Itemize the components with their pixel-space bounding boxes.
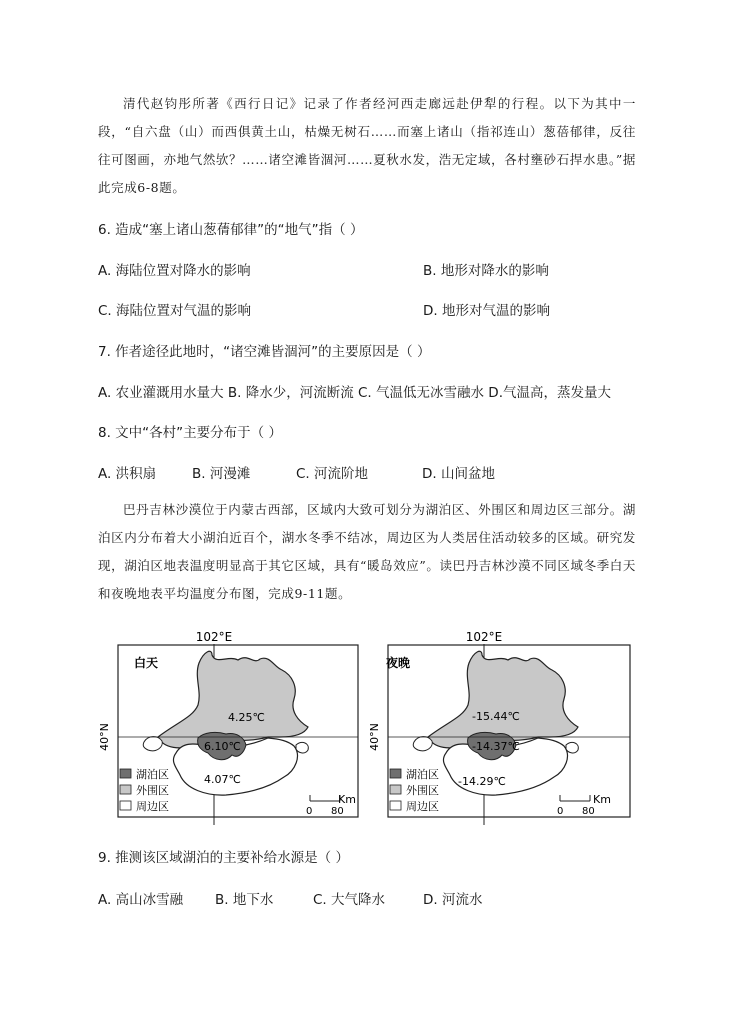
night-legend-peri: 周边区: [406, 800, 439, 813]
day-legend-outer-swatch: [120, 785, 131, 794]
night-outer-temp: -15.44℃: [472, 710, 520, 723]
scale-unit: Km: [593, 793, 611, 806]
temperature-maps-figure: [98, 625, 643, 825]
question-7-stem: 7. 作者途径此地时，“诸空滩皆涸河”的主要原因是（ ）: [98, 344, 431, 360]
scale-eighty: 80: [582, 806, 595, 817]
day-longitude-label: 102°E: [195, 630, 233, 644]
night-legend-lake-swatch: [390, 769, 401, 778]
day-peri-temp: 4.07℃: [204, 773, 241, 786]
day-legend-peri-swatch: [120, 801, 131, 810]
night-latitude-label: 40°N: [368, 723, 381, 751]
day-scale-zero: 0: [306, 806, 313, 817]
night-legend-peri-swatch: [390, 801, 401, 810]
q6-option-d: D. 地形对气温的影响: [423, 303, 550, 319]
q6-option-c: C. 海陆位置对气温的影响: [98, 303, 252, 319]
q6-option-a: A. 海陆位置对降水的影响: [98, 263, 251, 279]
day-map: [98, 630, 358, 825]
night-lake-temp: -14.37℃: [472, 740, 520, 753]
night-legend-outer: 外围区: [406, 784, 439, 797]
night-peri-temp: -14.29℃: [458, 775, 506, 788]
question-6-stem: 6. 造成“塞上诸山葱蒨郁律”的“地气”指（ ）: [98, 222, 364, 238]
day-legend-lake-swatch: [120, 769, 131, 778]
passage-2: 巴丹吉林沙漠位于内蒙古西部，区域内大致可划分为湖泊区、外围区和周边区三部分。湖泊区内分布着大小湖泊近百个，湖水冬季不结冰，周边区为人类居住活动较多的区域。研究发现，湖泊区地表温度明显高于其它区域，具有“暖岛效应”。读巴丹吉林沙漠不同区域冬季白天和夜晚地表平均温度分布图，完成9-11题。: [98, 502, 636, 601]
question-9-stem: 9. 推测该区域湖泊的主要补给水源是（ ）: [98, 850, 349, 866]
question-8-stem: 8. 文中“各村”主要分布于（ ）: [98, 425, 282, 441]
day-scale-bar: [306, 793, 356, 817]
day-latitude-label: 40°N: [98, 723, 111, 751]
night-legend-outer-swatch: [390, 785, 401, 794]
q9-option-b: B. 地下水: [215, 892, 274, 908]
q7-options: A. 农业灌溉用水量大 B. 降水少，河流断流 C. 气温低无冰雪融水 D.气温高，蒸发量大: [98, 385, 611, 401]
day-lake-temp: 6.10℃: [204, 740, 241, 753]
scale-zero: 0: [557, 806, 564, 817]
passage-1: 清代赵钧彤所著《西行日记》记录了作者经河西走廊远赴伊犁的行程。以下为其中一段，“自六盘（山）而西俱黄土山，枯燥无树石……而塞上诸山（指祁连山）葱蓓郁律，反往往可图画，亦地气然欤？……诸空滩皆涸河……夏秋水发，浩无定域，各村壅砂石捍水患。”据此完成6-8题。: [98, 96, 636, 195]
q6-option-b: B. 地形对降水的影响: [423, 263, 549, 279]
day-outer-temp: 4.25℃: [228, 711, 265, 724]
scale-bar: [557, 793, 611, 817]
q8-option-d: D. 山间盆地: [422, 466, 495, 482]
night-longitude-label: 102°E: [465, 630, 503, 644]
night-map: [368, 630, 630, 825]
q8-option-b: B. 河漫滩: [192, 466, 251, 482]
q9-option-d: D. 河流水: [423, 892, 483, 908]
day-title: 白天: [134, 656, 159, 670]
night-legend-lake: 湖泊区: [406, 768, 439, 781]
q8-option-a: A. 洪积扇: [98, 466, 157, 482]
night-title: 夜晚: [386, 656, 411, 670]
day-scale-unit: Km: [338, 793, 356, 806]
q9-option-a: A. 高山冰雪融: [98, 892, 184, 908]
q9-option-c: C. 大气降水: [313, 892, 386, 908]
day-legend-outer: 外围区: [136, 784, 169, 797]
q8-option-c: C. 河流阶地: [296, 466, 369, 482]
day-legend-lake: 湖泊区: [136, 768, 169, 781]
day-scale-eighty: 80: [331, 806, 344, 817]
day-legend-peri: 周边区: [136, 800, 169, 813]
